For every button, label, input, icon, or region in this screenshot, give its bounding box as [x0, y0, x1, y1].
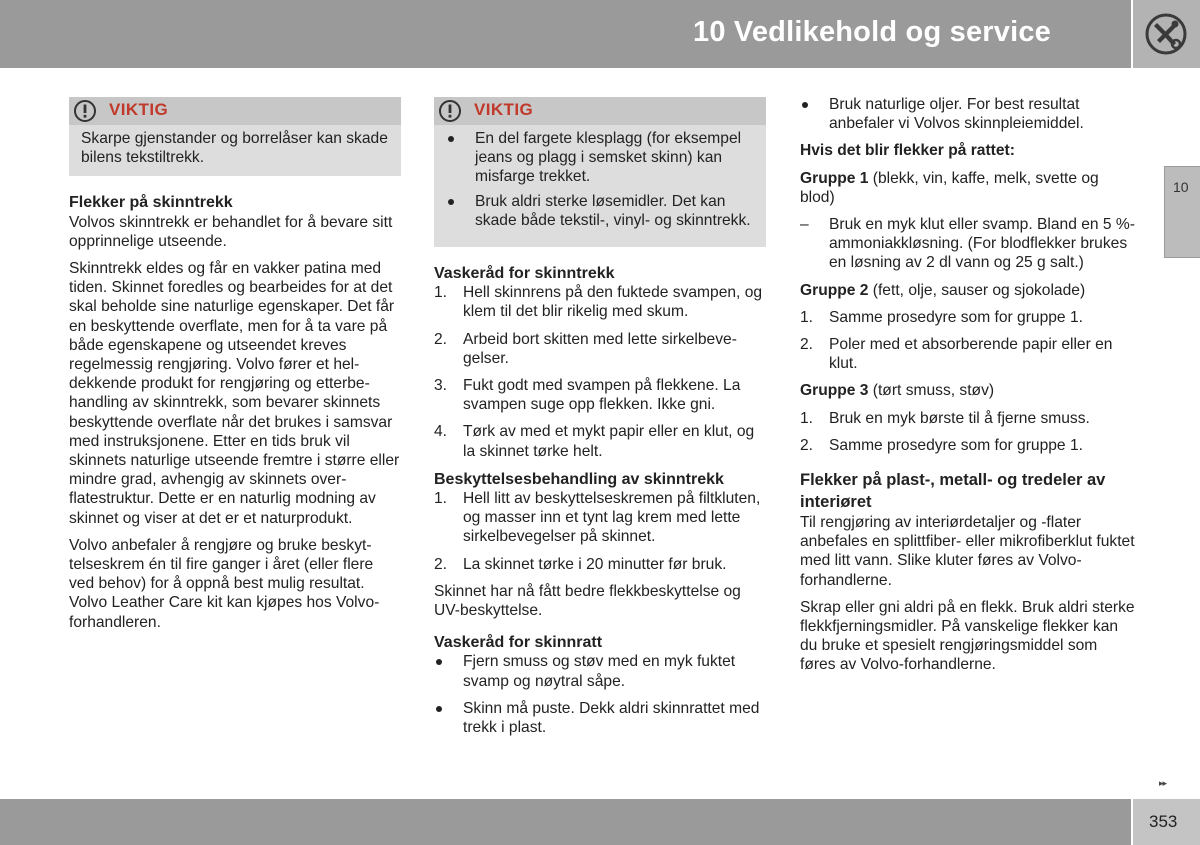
group-3: Gruppe 3 (tørt smuss, støv)	[800, 382, 995, 400]
section-heading: Flekker på plast-, metall- og tredeler av interiøret	[800, 471, 1106, 512]
wrench-icon	[1143, 13, 1189, 55]
paragraph: Volvo anbefaler å rengjøre og bruke beskyttelseskrem én til fire ganger i året (eller flere ved behov) for å oppnå best mulig resultat. Volvo Leather Care kit kan kjøpes hos Volvoforhandleren.	[69, 536, 380, 631]
warning-list	[434, 125, 766, 247]
section-heading: Vaskeråd for skinnratt	[434, 634, 603, 652]
list-item: Bruk naturlige oljer. For best resultat anbefaler vi Volvos skinnpleiemiddel.	[800, 95, 1135, 133]
list-item: 2. Poler med et absorberende papir eller en klut.	[800, 336, 1113, 373]
column-1	[69, 97, 401, 640]
warning-header	[434, 97, 766, 125]
subheading: Hvis det blir flekker på rattet:	[800, 142, 1015, 160]
list-item: 2. Arbeid bort skitten med lette sirkelbevegelser.	[434, 330, 737, 367]
list-item: Skinn må puste. Dekk aldri skinnrattet med trekk i plast.	[434, 699, 766, 737]
list-item: 1. Samme prosedyre som for gruppe 1.	[800, 308, 1083, 326]
list-item: 1. Hell litt av beskyttelseskremen på filtkluten, og masser inn et tynt lag krem med lette sirkelbevegelser på skinnet.	[434, 490, 761, 546]
list-item: Fjern smuss og støv med en myk fuktet svamp og nøytral såpe.	[434, 652, 766, 690]
warning-icon	[438, 99, 462, 123]
list-item: 2. La skinnet tørke i 20 minutter før bruk.	[434, 555, 727, 573]
warning-box	[69, 97, 401, 176]
list-item: 2. Samme prosedyre som for gruppe 1.	[800, 436, 1083, 454]
warning-text: Skarpe gjenstander og borrelåser kan skade bilens tekstiltrekk.	[81, 130, 388, 167]
chapter-title: 10 Vedlikehold og service	[693, 16, 1051, 48]
section-heading: Beskyttelsesbehandling av skinntrekk	[434, 470, 724, 488]
warning-label: VIKTIG	[109, 100, 169, 119]
chapter-tab-number: 10	[1173, 179, 1189, 195]
paragraph: Skrap eller gni aldri på en flekk. Bruk aldri sterke flekkfjerningsmidler. På vanskelige flekker kan du bruke et spesielt rengjøringsmiddel som føres av Volvo-forhandlerne.	[800, 598, 1135, 674]
list-item: Bruk aldri sterke løsemidler. Det kan skade både tekstil-, vinyl- og skinntrekk.	[446, 192, 754, 230]
column-2	[434, 97, 766, 745]
list-item: 4. Tørk av med et mykt papir eller en klut, og la skinnet tørke helt.	[434, 423, 755, 460]
paragraph: Til rengjøring av interiørdetaljer og -flater anbefales en splittfiber- eller mikrofiberklut fuktet med litt vann. Slike kluter føres av Volvo-forhandlerne.	[800, 514, 1135, 589]
bullet	[436, 659, 442, 665]
column-3	[800, 95, 1135, 683]
warning-header	[69, 97, 401, 125]
list-item: – Bruk en myk klut eller svamp. Bland en 5 %-ammoniakkløsning. (For blodflekker brukes en løsning av 2 dl vann og 25 g salt.)	[800, 216, 1135, 272]
bullet	[448, 136, 454, 142]
group-1: Gruppe 1 (blekk, vin, kaffe, melk, svette og blod)	[800, 169, 1099, 206]
list-item: 1. Hell skinnrens på den fuktede svampen, og klem til det blir rikelig med skum.	[434, 284, 763, 321]
warning-label: VIKTIG	[474, 100, 534, 119]
bullet	[802, 102, 808, 108]
warning-icon	[73, 99, 97, 123]
paragraph: Skinntrekk eldes og får en vakker patina med tiden. Skinnet foredles og bearbeides for at det skal beholde sine naturlige egenskaper. Det får en beskyttende overflate, men for å ta vare på både egenskapene og utseendet kreves regelmessig rengjøring. Volvo fører et heldekkende produkt for rengjøring og etterbehandling av skinntrekk, som bevarer skinnets beskyttende overflate når det brukes i samsvar med instruksjonene. Etter en tids bruk vil skinnets naturlige utseende fremtre i større eller mindre grad, avhengig av skinnets overflatestruktur. Dette er en naturlig modning av skinnet og viser at det er et naturprodukt.	[69, 260, 400, 527]
next-page-indicator: ▸▸	[1159, 778, 1167, 788]
header-icon-box	[1133, 0, 1200, 68]
bullet	[448, 199, 454, 205]
section-heading: Vaskeråd for skinntrekk	[434, 265, 615, 283]
section-heading: Flekker på skinntrekk	[69, 194, 233, 212]
chapter-tab[interactable]	[1164, 166, 1200, 258]
list-item: 1. Bruk en myk børste til å fjerne smuss.	[800, 409, 1090, 427]
list-item: 3. Fukt godt med svampen på flekkene. La svampen suge opp flekken. Ikke gni.	[434, 377, 741, 414]
bullet	[436, 706, 442, 712]
header-bar	[0, 0, 1131, 68]
page-number: 353	[1149, 812, 1178, 831]
page-number-box	[1133, 799, 1200, 845]
paragraph: Volvos skinntrekk er behandlet for å bevare sitt opprinnelige utseende.	[69, 213, 393, 250]
footer-bar	[0, 799, 1131, 845]
warning-box	[434, 97, 766, 247]
list-item: En del fargete klesplagg (for eksempel jeans og plagg i semsket skinn) kan misfarge trekket.	[446, 129, 754, 187]
paragraph: Skinnet har nå fått bedre flekkbeskyttelse og UV-beskyttelse.	[434, 582, 741, 620]
group-2: Gruppe 2 (fett, olje, sauser og sjokolade)	[800, 281, 1086, 299]
